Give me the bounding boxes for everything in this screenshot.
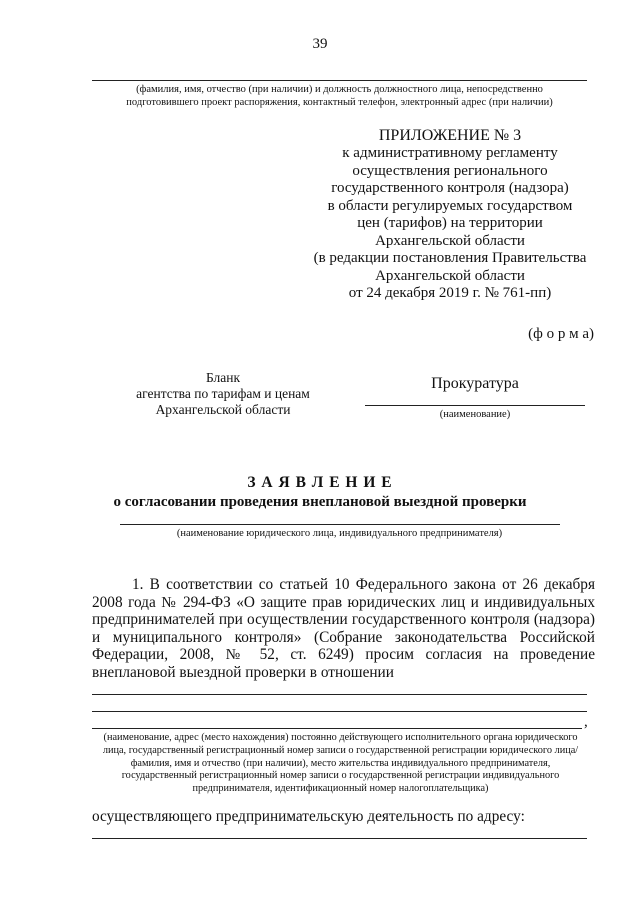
appendix-line: осуществления регионального [352, 162, 548, 179]
appendix-line: государственного контроля (надзора) [331, 180, 569, 196]
letterhead-line: Архангельской области [155, 402, 291, 417]
header-rule [92, 80, 587, 81]
prosecutor-rule [365, 405, 585, 406]
paragraph-line: 2008 года № 294-ФЗ «О защите прав юридических лиц и индивидуальных [92, 593, 595, 611]
appendix-line: Архангельской области [375, 267, 525, 284]
statement-caption: (наименование юридического лица, индивидуального предпринимателя) [176, 528, 503, 539]
fill-line [92, 728, 582, 729]
appendix-line: от 24 декабря 2019 г. № 761-пп) [348, 285, 552, 301]
paragraph-line: внеплановой выездной проверки в отношении [92, 663, 394, 681]
letterhead-line: агентства по тарифам и ценам [136, 386, 310, 401]
address-fill-line [92, 838, 587, 839]
entity-caption-line: (наименование, адрес (место нахождения) постоянно действующего исполнительного органа юридического [103, 732, 578, 743]
header-note-line: (фамилия, имя, отчество (при наличии) и должность должностного лица, непосредственно [136, 84, 543, 95]
appendix-line: цен (тарифов) на территории [357, 215, 543, 231]
paragraph-line: Федерации, 2008, № 52, ст. 6249) просим согласия на проведение [92, 646, 595, 664]
entity-caption-line: предпринимателя, идентификационный номер налогоплательщика) [192, 783, 489, 795]
appendix-block [300, 127, 600, 303]
prosecutor-caption: (наименование) [439, 409, 511, 420]
paragraph-1 [92, 576, 595, 682]
appendix-line: в области регулируемых государством [327, 197, 573, 214]
fill-line [92, 711, 587, 712]
form-label: (ф о р м а) [528, 326, 594, 342]
entity-caption [88, 732, 593, 796]
header-note-line: подготовившего проект распоряжения, контактный телефон, электронный адрес (при наличии) [126, 97, 553, 108]
statement-title: З А Я В Л Е Н И Е [247, 474, 393, 491]
activity-line: осуществляющего предпринимательскую деятельность по адресу: [92, 808, 525, 825]
paragraph-line: предпринимателей при осуществлении государственного контроля (надзора) [92, 611, 595, 629]
header-note [92, 83, 587, 109]
letterhead-line: Бланк [205, 370, 241, 385]
fill-line-comma: , [584, 714, 588, 730]
prosecutor-title: Прокуратура [431, 375, 519, 392]
appendix-line: Архангельской области [375, 232, 525, 249]
paragraph-line: 1. В соответствии со статьей 10 Федерального закона от 26 декабря [132, 576, 595, 593]
fill-line [92, 694, 587, 695]
entity-caption-line: лица, государственный регистрационный номер записи о государственной регистрации юридического лица/ [102, 744, 579, 756]
statement-rule [120, 524, 560, 525]
page-number: 39 [312, 36, 328, 52]
paragraph-line: и муниципального контроля» (Собрание законодательства Российской [92, 628, 595, 646]
appendix-line: (в редакции постановления Правительства [313, 250, 587, 266]
letterhead-block [118, 370, 328, 418]
appendix-line: к административному регламенту [342, 145, 558, 161]
entity-caption-line: фамилия, имя и отчество (при наличии), место жительства индивидуального предпринимателя, [130, 757, 551, 769]
appendix-title: ПРИЛОЖЕНИЕ № 3 [378, 127, 522, 144]
entity-caption-line: государственный регистрационный номер записи о государственной регистрации индивидуального [121, 770, 560, 782]
statement-subtitle: о согласовании проведения внеплановой выездной проверки [113, 494, 527, 510]
